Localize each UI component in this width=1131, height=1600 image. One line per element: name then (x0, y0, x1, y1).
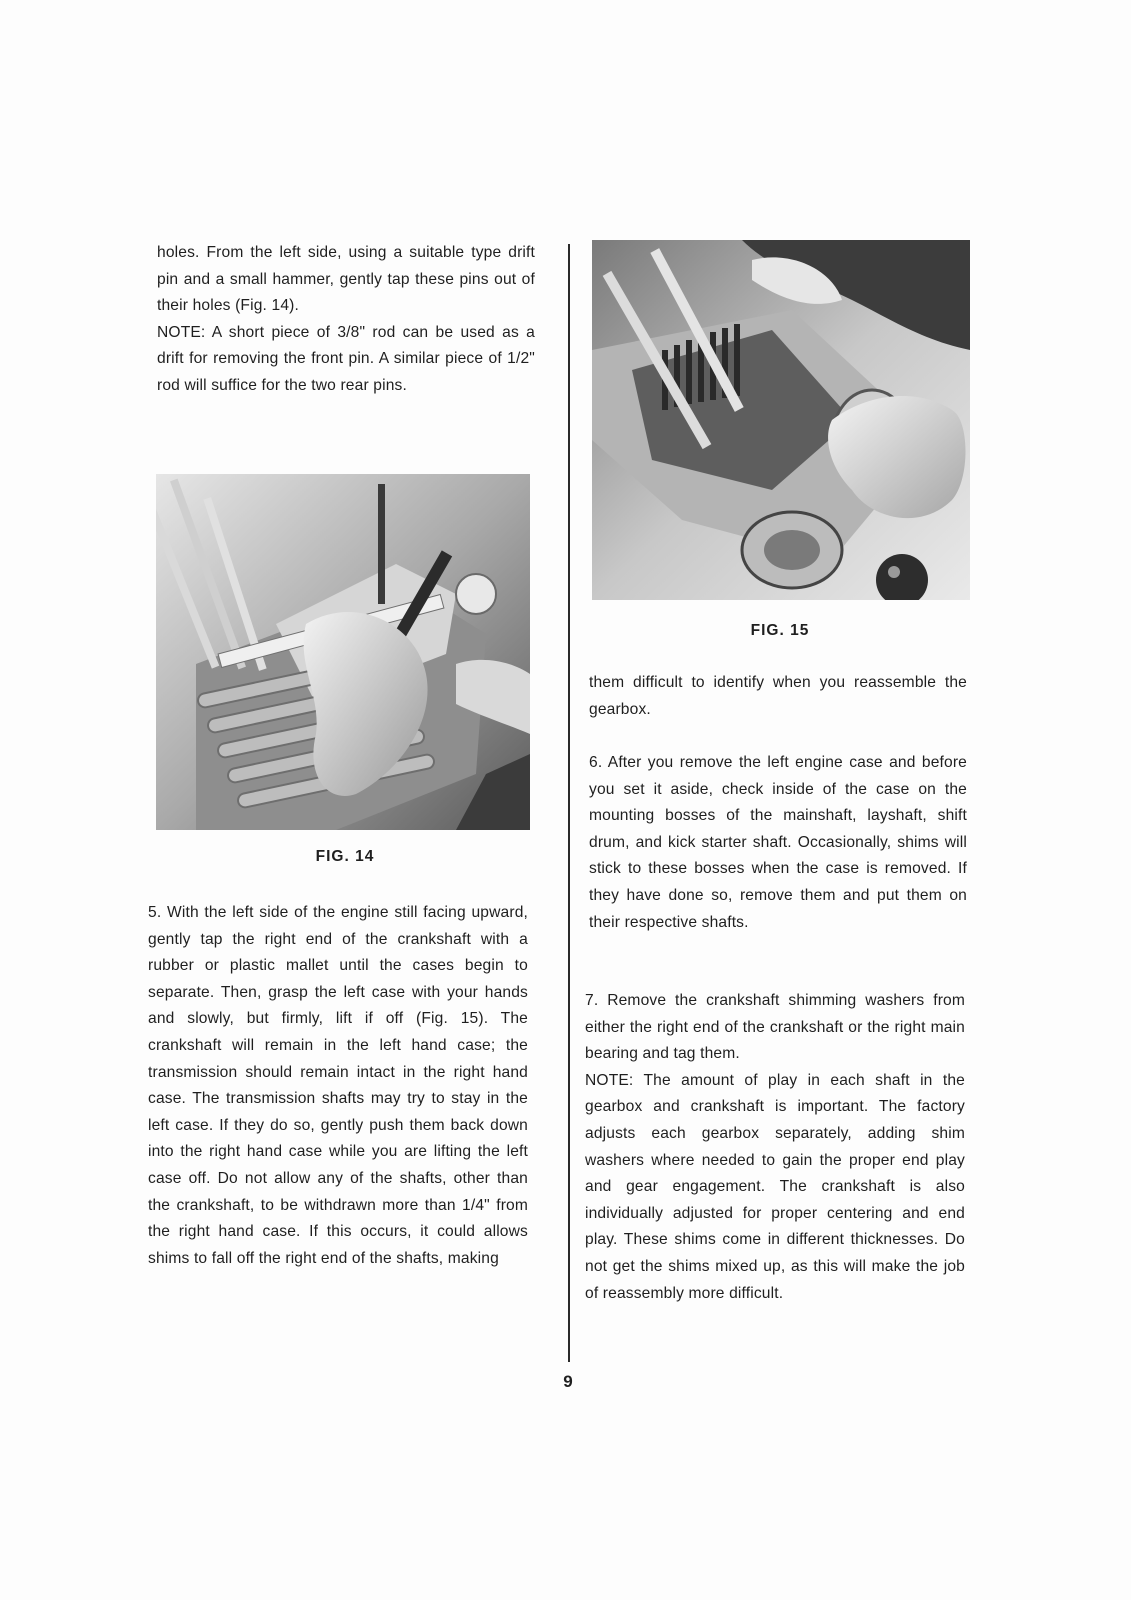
fig14-engine-photo (156, 474, 530, 830)
column-divider (568, 244, 570, 1362)
continuation-paragraph: them difficult to identify when you reassemble the gearbox. (589, 674, 967, 718)
right-column-text-step6 (589, 750, 967, 936)
fig15-gearbox-photo (592, 240, 970, 600)
intro-paragraph: holes. From the left side, using a suitable type drift pin and a small hammer, gently tap these pins out of their holes (Fig. 14). (157, 244, 535, 315)
fig14-caption: FIG. 14 (315, 848, 375, 865)
right-column-text-top (589, 670, 967, 723)
fig15-photo (592, 240, 970, 600)
step6-paragraph: 6. After you remove the left engine case and before you set it aside, check inside of the case on the mounting bosses of the mainshaft, layshaft, shift drum, and kick starter shaft. Occasionally, shims will stick to these bosses when the case is removed. If they have done so, remove them and put them on their respective shafts. (589, 754, 967, 931)
note-paragraph-right: NOTE: The amount of play in each shaft in the gearbox and crankshaft is important. The factory adjusts each gearbox separately, adding shim washers where needed to gain the proper end play and gear engagement. The crankshaft is also individually adjusted for proper centering and end play. These shims come in different thicknesses. Do not get the shims mixed up, as this will make the job of reassembly more difficult. (585, 1071, 965, 1302)
fig14-photo (156, 474, 530, 830)
left-column-bottom-text (148, 900, 528, 1272)
fig15-caption: FIG. 15 (750, 622, 810, 639)
step7-paragraph: 7. Remove the crankshaft shimming washers from either the right end of the crankshaft or the right main bearing and tag them. (585, 992, 965, 1063)
note-paragraph-left: NOTE: A short piece of 3/8" rod can be used as a drift for removing the front pin. A similar piece of 1/2" rod will suffice for the two rear pins. (157, 323, 535, 394)
right-column-text-step7 (585, 988, 965, 1307)
page-number: 9 (563, 1372, 573, 1391)
step5-paragraph: 5. With the left side of the engine still facing upward, gently tap the right end of the crankshaft with a rubber or plastic mallet until the cases begin to separate. Then, grasp the left case with your hands and slowly, but firmly, lift if off (Fig. 15). The crankshaft will remain in the left hand case; the transmission should remain intact in the right hand case. The transmission shafts may try to stay in the left case. If they do so, gently push them back down into the right hand case while you are lifting the left case off. Do not allow any of the shafts, other than the crankshaft, to be withdrawn more than 1/4" from the right hand case. If this occurs, it could allows shims to fall off the right end of the shafts, making (148, 904, 528, 1267)
left-column-top-text (157, 240, 535, 400)
